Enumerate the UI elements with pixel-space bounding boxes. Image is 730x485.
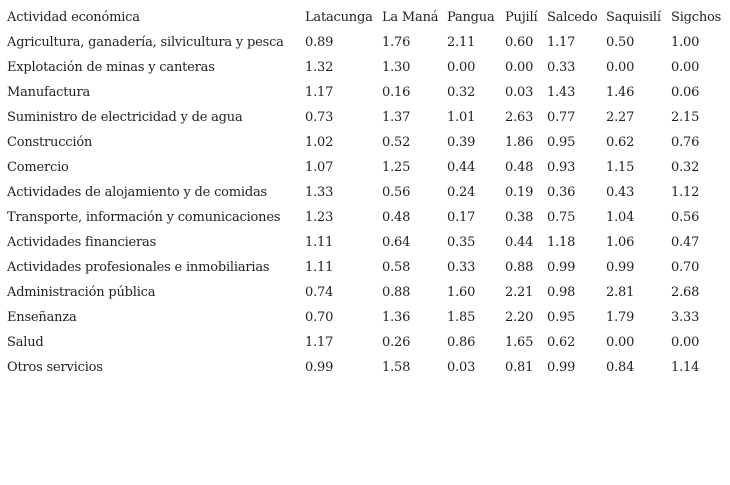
table-header: [5, 5, 726, 30]
value-cell: 2.63: [505, 110, 534, 125]
value-cell: 1.30: [382, 60, 411, 75]
value-cell: 0.50: [606, 35, 635, 50]
value-cell: 0.44: [447, 160, 476, 175]
value-cell: 1.01: [447, 110, 476, 125]
activity-name-cell: Manufactura: [7, 85, 91, 100]
value-cell: 1.23: [305, 210, 334, 225]
value-cell: 0.86: [447, 335, 476, 350]
value-cell: 0.62: [547, 335, 576, 350]
value-cell: 0.62: [606, 135, 635, 150]
column-header: Pujilí: [505, 10, 538, 25]
economic-activity-table: [5, 5, 726, 380]
value-cell: 3.33: [671, 310, 700, 325]
activity-name-cell: Transporte, información y comunicaciones: [7, 210, 281, 225]
value-cell: 1.07: [305, 160, 334, 175]
value-cell: 0.03: [505, 85, 534, 100]
value-cell: 1.76: [382, 35, 411, 50]
value-cell: 0.95: [547, 135, 576, 150]
table-row: [5, 280, 726, 305]
value-cell: 0.39: [447, 135, 476, 150]
table-row: [5, 105, 726, 130]
value-cell: 0.93: [547, 160, 576, 175]
value-cell: 0.89: [305, 35, 334, 50]
value-cell: 0.88: [382, 285, 411, 300]
value-cell: 0.60: [505, 35, 534, 50]
value-cell: 1.17: [305, 85, 334, 100]
value-cell: 0.00: [606, 60, 635, 75]
value-cell: 0.43: [606, 185, 635, 200]
value-cell: 0.44: [505, 235, 534, 250]
value-cell: 1.33: [305, 185, 334, 200]
value-cell: 0.74: [305, 285, 334, 300]
value-cell: 1.18: [547, 235, 576, 250]
activity-name-cell: Agricultura, ganadería, silvicultura y pesca: [7, 35, 284, 50]
column-header: Saquisilí: [606, 10, 661, 25]
activity-name-cell: Actividades financieras: [7, 235, 157, 250]
value-cell: 0.32: [447, 85, 476, 100]
value-cell: 0.26: [382, 335, 411, 350]
value-cell: 1.17: [547, 35, 576, 50]
value-cell: 1.11: [305, 235, 334, 250]
value-cell: 1.25: [382, 160, 411, 175]
column-header: Latacunga: [305, 10, 373, 25]
activity-name-cell: Otros servicios: [7, 360, 103, 375]
value-cell: 0.33: [447, 260, 476, 275]
activity-name-cell: Actividades de alojamiento y de comidas: [7, 185, 268, 200]
value-cell: 0.77: [547, 110, 576, 125]
value-cell: 0.16: [382, 85, 411, 100]
value-cell: 1.00: [671, 35, 700, 50]
value-cell: 2.27: [606, 110, 635, 125]
value-cell: 1.11: [305, 260, 334, 275]
value-cell: 0.06: [671, 85, 700, 100]
value-cell: 1.58: [382, 360, 411, 375]
column-header: Salcedo: [547, 10, 598, 25]
table-row: [5, 155, 726, 180]
value-cell: 0.56: [671, 210, 700, 225]
value-cell: 0.99: [547, 360, 576, 375]
value-cell: 1.36: [382, 310, 411, 325]
activity-name-cell: Suministro de electricidad y de agua: [7, 110, 243, 125]
value-cell: 0.56: [382, 185, 411, 200]
value-cell: 0.24: [447, 185, 476, 200]
value-cell: 0.00: [671, 60, 700, 75]
value-cell: 0.35: [447, 235, 476, 250]
value-cell: 0.52: [382, 135, 411, 150]
activity-name-cell: Administración pública: [7, 285, 156, 300]
value-cell: 0.00: [606, 335, 635, 350]
value-cell: 2.15: [671, 110, 700, 125]
value-cell: 0.48: [382, 210, 411, 225]
value-cell: 0.33: [547, 60, 576, 75]
column-header: Pangua: [447, 10, 495, 25]
value-cell: 0.17: [447, 210, 476, 225]
value-cell: 0.99: [606, 260, 635, 275]
value-cell: 1.86: [505, 135, 534, 150]
value-cell: 1.17: [305, 335, 334, 350]
value-cell: 1.14: [671, 360, 700, 375]
value-cell: 0.81: [505, 360, 534, 375]
value-cell: 1.12: [671, 185, 700, 200]
header-row: [5, 5, 726, 30]
table-row: [5, 230, 726, 255]
table-row: [5, 80, 726, 105]
activity-name-cell: Salud: [7, 335, 44, 350]
value-cell: 1.43: [547, 85, 576, 100]
column-header-activity: Actividad económica: [7, 10, 140, 25]
value-cell: 0.64: [382, 235, 411, 250]
value-cell: 0.76: [671, 135, 700, 150]
value-cell: 0.00: [505, 60, 534, 75]
table-row: [5, 180, 726, 205]
value-cell: 1.65: [505, 335, 534, 350]
value-cell: 0.36: [547, 185, 576, 200]
value-cell: 1.37: [382, 110, 411, 125]
activity-name-cell: Actividades profesionales e inmobiliarias: [7, 260, 270, 275]
value-cell: 2.20: [505, 310, 534, 325]
value-cell: 0.98: [547, 285, 576, 300]
value-cell: 1.15: [606, 160, 635, 175]
value-cell: 0.95: [547, 310, 576, 325]
value-cell: 0.00: [447, 60, 476, 75]
table-body: [5, 30, 726, 380]
value-cell: 1.04: [606, 210, 635, 225]
table-row: [5, 30, 726, 55]
column-header: Sigchos: [671, 10, 722, 25]
value-cell: 1.06: [606, 235, 635, 250]
table-row: [5, 205, 726, 230]
value-cell: 1.60: [447, 285, 476, 300]
value-cell: 2.11: [447, 35, 476, 50]
value-cell: 1.46: [606, 85, 635, 100]
value-cell: 0.47: [671, 235, 700, 250]
column-header: La Maná: [382, 10, 439, 25]
value-cell: 0.75: [547, 210, 576, 225]
table-row: [5, 130, 726, 155]
table-row: [5, 305, 726, 330]
value-cell: 0.73: [305, 110, 334, 125]
table-row: [5, 255, 726, 280]
value-cell: 0.48: [505, 160, 534, 175]
value-cell: 1.32: [305, 60, 334, 75]
activity-name-cell: Explotación de minas y canteras: [7, 60, 215, 75]
value-cell: 0.70: [305, 310, 334, 325]
value-cell: 1.85: [447, 310, 476, 325]
value-cell: 0.38: [505, 210, 534, 225]
value-cell: 2.21: [505, 285, 534, 300]
value-cell: 0.88: [505, 260, 534, 275]
value-cell: 2.68: [671, 285, 700, 300]
value-cell: 0.19: [505, 185, 534, 200]
value-cell: 0.32: [671, 160, 700, 175]
activity-name-cell: Construcción: [7, 135, 93, 150]
value-cell: 0.84: [606, 360, 635, 375]
activity-name-cell: Enseñanza: [7, 310, 77, 325]
activity-name-cell: Comercio: [7, 160, 69, 175]
value-cell: 0.70: [671, 260, 700, 275]
table-container: [5, 5, 726, 380]
value-cell: 0.03: [447, 360, 476, 375]
value-cell: 0.99: [547, 260, 576, 275]
table-row: [5, 55, 726, 80]
value-cell: 0.00: [671, 335, 700, 350]
value-cell: 0.58: [382, 260, 411, 275]
table-row: [5, 330, 726, 355]
value-cell: 1.02: [305, 135, 334, 150]
table-row: [5, 355, 726, 380]
value-cell: 0.99: [305, 360, 334, 375]
value-cell: 2.81: [606, 285, 635, 300]
value-cell: 1.79: [606, 310, 635, 325]
